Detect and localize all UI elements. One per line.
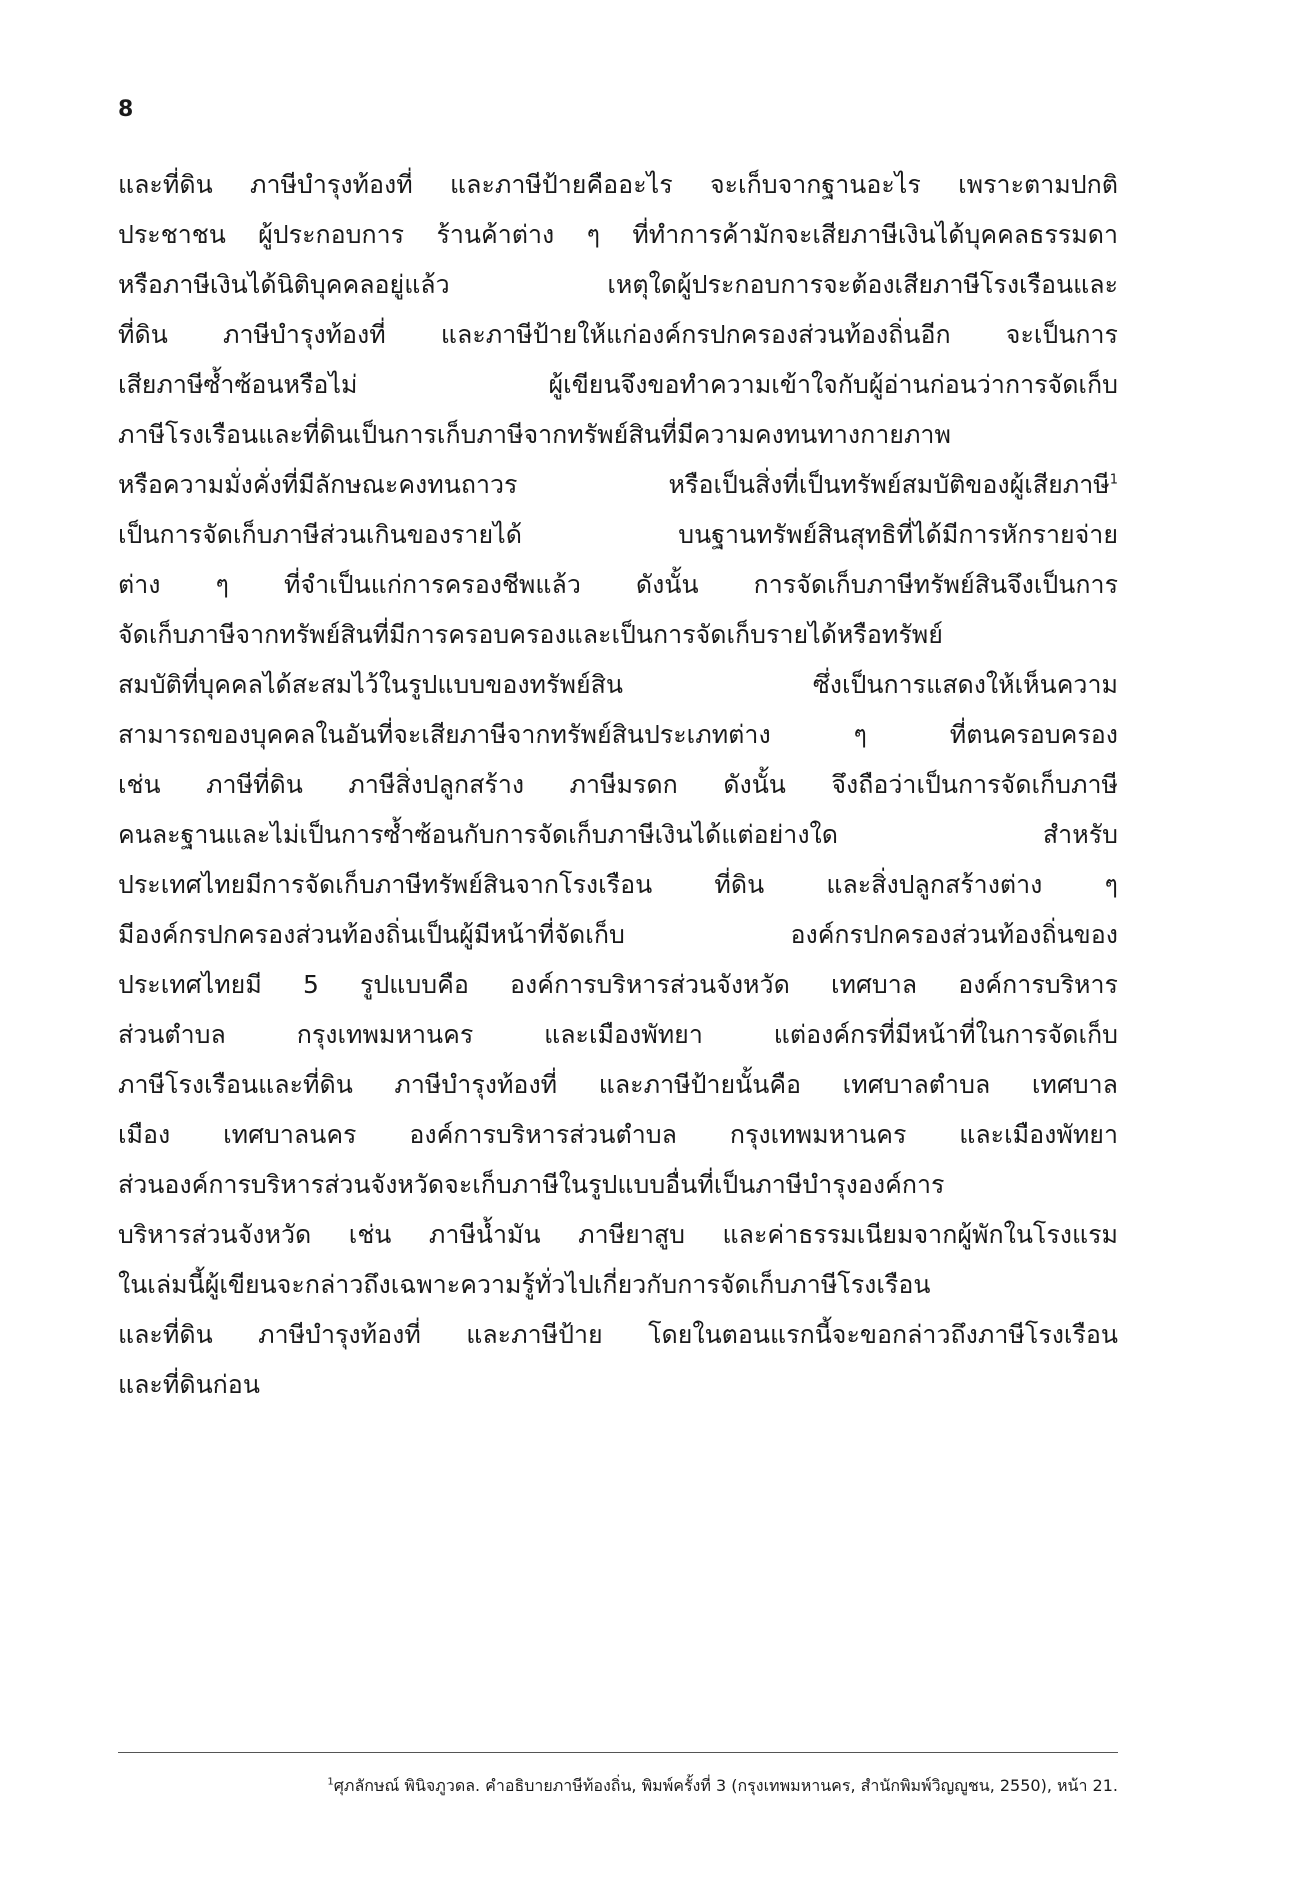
text-line: บริหารส่วนจังหวัด เช่น ภาษีน้ำมัน ภาษียาสูบ และค่าธรรมเนียมจากผู้พักในโรงแรม [118, 1220, 1118, 1249]
text-line: มีองค์กรปกครองส่วนท้องถิ่นเป็นผู้มีหน้าที่จัดเก็บ องค์กรปกครองส่วนท้องถิ่นของ [118, 920, 1118, 949]
text-line: ต่าง ๆ ที่จำเป็นแก่การครองชีพแล้ว ดังนั้น การจัดเก็บภาษีทรัพย์สินจึงเป็นการ [118, 570, 1118, 599]
text-line: จัดเก็บภาษีจากทรัพย์สินที่มีการครอบครองและเป็นการจัดเก็บรายได้หรือทรัพย์ [118, 620, 943, 649]
footnote [118, 1774, 1118, 1798]
text-line: เมือง เทศบาลนคร องค์การบริหารส่วนตำบล กรุงเทพมหานคร และเมืองพัทยา [118, 1120, 1118, 1149]
body-text [118, 160, 1118, 1410]
footnote-marker: 1 [327, 1776, 334, 1788]
text-line: ส่วนองค์การบริหารส่วนจังหวัดจะเก็บภาษีในรูปแบบอื่นที่เป็นภาษีบำรุงองค์การ [118, 1170, 945, 1199]
text-line: ส่วนตำบล กรุงเทพมหานคร และเมืองพัทยา แต่องค์กรที่มีหน้าที่ในการจัดเก็บ [118, 1020, 1118, 1049]
page-number: 8 [118, 97, 134, 122]
text-line: เสียภาษีซ้ำซ้อนหรือไม่ ผู้เขียนจึงขอทำความเข้าใจกับผู้อ่านก่อนว่าการจัดเก็บ [118, 370, 1118, 399]
text-line: ประเทศไทยมีการจัดเก็บภาษีทรัพย์สินจากโรงเรือน ที่ดิน และสิ่งปลูกสร้างต่าง ๆ [118, 870, 1118, 899]
text-line: และที่ดินก่อน [118, 1370, 260, 1399]
text-line: ประเทศไทยมี 5 รูปแบบคือ องค์การบริหารส่วนจังหวัด เทศบาล องค์การบริหาร [118, 970, 1118, 999]
text-line: คนละฐานและไม่เป็นการซ้ำซ้อนกับการจัดเก็บภาษีเงินได้แต่อย่างใด สำหรับ [118, 820, 1118, 849]
text-line: ประชาชน ผู้ประกอบการ ร้านค้าต่าง ๆ ที่ทำการค้ามักจะเสียภาษีเงินได้บุคคลธรรมดา [118, 220, 1118, 249]
text-line: สามารถของบุคคลในอันที่จะเสียภาษีจากทรัพย์สินประเภทต่าง ๆ ที่ตนครอบครอง [118, 720, 1118, 749]
text-line: เป็นการจัดเก็บภาษีส่วนเกินของรายได้ บนฐานทรัพย์สินสุทธิที่ได้มีการหักรายจ่าย [118, 520, 1118, 549]
text-line-content: หรือความมั่งคั่งที่มีลักษณะคงทนถาวร หรือเป็นสิ่งที่เป็นทรัพย์สมบัติของผู้เสียภาษี [118, 470, 1110, 499]
footnote-divider [118, 1752, 1118, 1753]
text-line: หรือภาษีเงินได้นิติบุคคลอยู่แล้ว เหตุใดผู้ประกอบการจะต้องเสียภาษีโรงเรือนและ [118, 270, 1118, 299]
text-line: ภาษีโรงเรือนและที่ดิน ภาษีบำรุงท้องที่ และภาษีป้ายนั้นคือ เทศบาลตำบล เทศบาล [118, 1070, 1118, 1099]
text-line: และที่ดิน ภาษีบำรุงท้องที่ และภาษีป้าย โดยในตอนแรกนี้จะขอกล่าวถึงภาษีโรงเรือน [118, 1320, 1118, 1349]
text-line: ภาษีโรงเรือนและที่ดินเป็นการเก็บภาษีจากทรัพย์สินที่มีความคงทนทางกายภาพ [118, 420, 951, 449]
text-line: ที่ดิน ภาษีบำรุงท้องที่ และภาษีป้ายให้แก่องค์กรปกครองส่วนท้องถิ่นอีก จะเป็นการ [118, 320, 1118, 349]
text-line: สมบัติที่บุคคลได้สะสมไว้ในรูปแบบของทรัพย์สิน ซึ่งเป็นการแสดงให้เห็นความ [118, 670, 1118, 699]
text-line: ในเล่มนี้ผู้เขียนจะกล่าวถึงเฉพาะความรู้ทั่วไปเกี่ยวกับการจัดเก็บภาษีโรงเรือน [118, 1270, 931, 1299]
text-line: และที่ดิน ภาษีบำรุงท้องที่ และภาษีป้ายคืออะไร จะเก็บจากฐานอะไร เพราะตามปกติ [118, 170, 1118, 199]
footnote-text: ศุภลักษณ์ พินิจภูวดล. คำอธิบายภาษีท้องถิ่น, พิมพ์ครั้งที่ 3 (กรุงเทพมหานคร, สำนักพิมพ์วิญญูชน, 2550), หน้า 21. [333, 1776, 1118, 1795]
text-line-with-footnote [118, 460, 1118, 510]
footnote-reference[interactable]: 1 [1109, 472, 1118, 488]
text-line: เช่น ภาษีที่ดิน ภาษีสิ่งปลูกสร้าง ภาษีมรดก ดังนั้น จึงถือว่าเป็นการจัดเก็บภาษี [118, 770, 1118, 799]
